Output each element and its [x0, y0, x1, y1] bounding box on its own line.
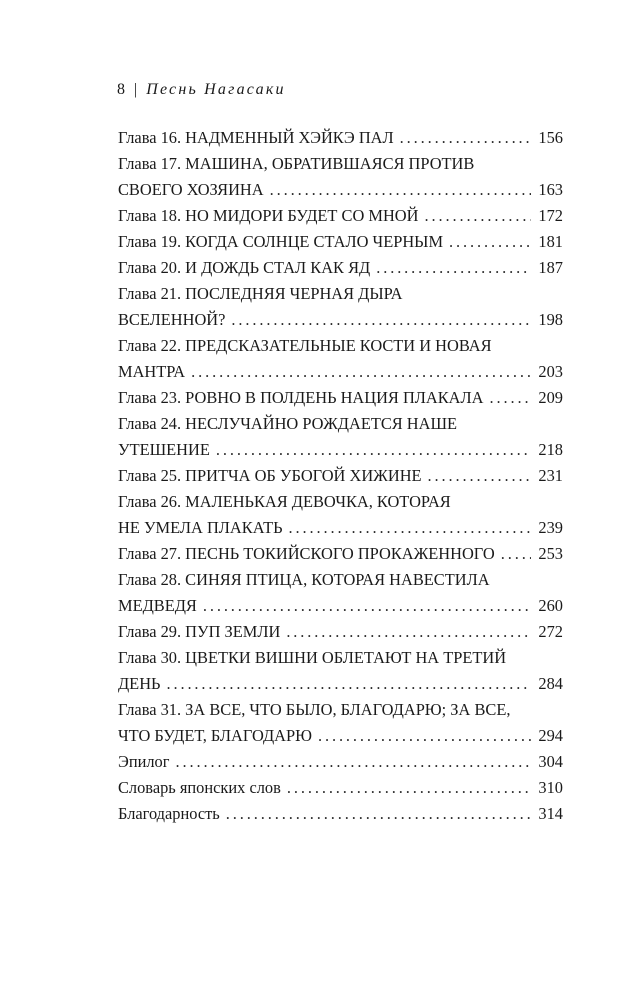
toc-entry[interactable] [118, 255, 563, 281]
toc-entry-line [118, 697, 563, 723]
toc-entry-title: МАНТРА [118, 362, 186, 381]
toc-page-number: 198 [538, 310, 563, 329]
toc-page-number: 284 [538, 674, 563, 693]
toc-entry[interactable] [118, 411, 563, 463]
toc-page-number: 294 [538, 726, 563, 745]
table-of-contents [118, 125, 563, 827]
toc-entry-line [118, 619, 563, 645]
toc-page-number: 304 [538, 752, 563, 771]
toc-page-number: 181 [538, 232, 563, 251]
toc-entry[interactable] [118, 125, 563, 151]
toc-entry-line [118, 541, 563, 567]
toc-entry[interactable] [118, 619, 563, 645]
toc-entry-line [118, 359, 563, 385]
toc-page-number: 260 [538, 596, 563, 615]
toc-entry-line [118, 255, 563, 281]
toc-entry-title: ВСЕЛЕННОЙ? [118, 310, 226, 329]
dot-leader [376, 255, 531, 281]
dot-leader [501, 541, 531, 567]
toc-entry-line [118, 723, 563, 749]
toc-entry[interactable] [118, 281, 563, 333]
toc-entry[interactable] [118, 489, 563, 541]
toc-entry-title: Глава 22. ПРЕДСКАЗАТЕЛЬНЫЕ КОСТИ И НОВАЯ [118, 336, 492, 355]
toc-entry-line [118, 593, 563, 619]
toc-page-number: 310 [538, 778, 563, 797]
toc-entry-line [118, 671, 563, 697]
toc-entry-title: Глава 25. ПРИТЧА ОБ УБОГОЙ ХИЖИНЕ [118, 466, 422, 485]
dot-leader [424, 203, 531, 229]
dot-leader [216, 437, 531, 463]
toc-entry[interactable] [118, 229, 563, 255]
toc-entry[interactable] [118, 697, 563, 749]
dot-leader [287, 775, 531, 801]
dot-leader [400, 125, 531, 151]
toc-page-number: 314 [538, 804, 563, 823]
toc-page-number: 156 [538, 128, 563, 147]
dot-leader [449, 229, 531, 255]
toc-entry-title: Глава 20. И ДОЖДЬ СТАЛ КАК ЯД [118, 258, 371, 277]
toc-entry-line [118, 411, 563, 437]
dot-leader [286, 619, 531, 645]
toc-entry-title: Благодарность [118, 804, 220, 823]
toc-entry-line [118, 489, 563, 515]
toc-entry-title: Эпилог [118, 752, 170, 771]
toc-entry-line [118, 125, 563, 151]
toc-page-number: 187 [538, 258, 563, 277]
toc-entry-line [118, 437, 563, 463]
toc-entry-title: Словарь японских слов [118, 778, 281, 797]
toc-entry[interactable] [118, 749, 563, 775]
toc-entry[interactable] [118, 203, 563, 229]
toc-entry[interactable] [118, 541, 563, 567]
toc-page-number: 253 [538, 544, 563, 563]
dot-leader [166, 671, 531, 697]
header-separator: | [134, 81, 138, 98]
dot-leader [318, 723, 531, 749]
toc-entry-line [118, 203, 563, 229]
toc-entry-title: УТЕШЕНИЕ [118, 440, 210, 459]
toc-entry-title: Глава 29. ПУП ЗЕМЛИ [118, 622, 281, 641]
toc-entry[interactable] [118, 645, 563, 697]
toc-page-number: 163 [538, 180, 563, 199]
toc-entry-title: Глава 24. НЕСЛУЧАЙНО РОЖДАЕТСЯ НАШЕ [118, 414, 458, 433]
toc-entry[interactable] [118, 385, 563, 411]
toc-entry[interactable] [118, 801, 563, 827]
dot-leader [191, 359, 531, 385]
toc-entry-line [118, 385, 563, 411]
dot-leader [203, 593, 531, 619]
toc-entry[interactable] [118, 775, 563, 801]
toc-page-number: 172 [538, 206, 563, 225]
toc-entry-line [118, 749, 563, 775]
toc-entry[interactable] [118, 333, 563, 385]
toc-page-number: 209 [538, 388, 563, 407]
running-header [117, 80, 286, 100]
toc-entry-line [118, 801, 563, 827]
toc-page-number: 231 [538, 466, 563, 485]
book-title: Песнь Нагасаки [146, 81, 286, 98]
toc-entry-title: Глава 23. РОВНО В ПОЛДЕНЬ НАЦИЯ ПЛАКАЛА [118, 388, 484, 407]
dot-leader [231, 307, 531, 333]
toc-entry-line [118, 177, 563, 203]
toc-page-number: 218 [538, 440, 563, 459]
toc-page-number: 272 [538, 622, 563, 641]
toc-page-number: 203 [538, 362, 563, 381]
toc-entry-title: Глава 28. СИНЯЯ ПТИЦА, КОТОРАЯ НАВЕСТИЛА [118, 570, 490, 589]
toc-entry-title: Глава 27. ПЕСНЬ ТОКИЙСКОГО ПРОКАЖЕННОГО [118, 544, 495, 563]
toc-entry-title: Глава 21. ПОСЛЕДНЯЯ ЧЕРНАЯ ДЫРА [118, 284, 403, 303]
toc-entry-line [118, 333, 563, 359]
toc-entry-title: Глава 17. МАШИНА, ОБРАТИВШАЯСЯ ПРОТИВ [118, 154, 475, 173]
dot-leader [489, 385, 531, 411]
toc-entry-line [118, 307, 563, 333]
dot-leader [289, 515, 531, 541]
toc-entry-title: НЕ УМЕЛА ПЛАКАТЬ [118, 518, 283, 537]
toc-entry-title: Глава 16. НАДМЕННЫЙ ХЭЙКЭ ПАЛ [118, 128, 394, 147]
dot-leader [226, 801, 531, 827]
toc-entry-line [118, 463, 563, 489]
toc-entry-line [118, 151, 563, 177]
toc-entry-line [118, 281, 563, 307]
toc-entry-line [118, 515, 563, 541]
toc-entry-title: Глава 30. ЦВЕТКИ ВИШНИ ОБЛЕТАЮТ НА ТРЕТИЙ [118, 648, 507, 667]
toc-entry-title: МЕДВЕДЯ [118, 596, 197, 615]
toc-entry[interactable] [118, 463, 563, 489]
toc-entry-title: Глава 26. МАЛЕНЬКАЯ ДЕВОЧКА, КОТОРАЯ [118, 492, 451, 511]
toc-page-number: 239 [538, 518, 563, 537]
dot-leader [175, 749, 531, 775]
toc-entry[interactable] [118, 151, 563, 203]
toc-entry-title: Глава 19. КОГДА СОЛНЦЕ СТАЛО ЧЕРНЫМ [118, 232, 444, 251]
toc-entry-line [118, 775, 563, 801]
toc-entry[interactable] [118, 567, 563, 619]
toc-entry-line [118, 567, 563, 593]
dot-leader [428, 463, 531, 489]
toc-entry-title: СВОЕГО ХОЗЯИНА [118, 180, 264, 199]
toc-entry-title: Глава 31. ЗА ВСЕ, ЧТО БЫЛО, БЛАГОДАРЮ; ЗА ВСЕ, [118, 700, 511, 719]
toc-entry-line [118, 645, 563, 671]
toc-entry-line [118, 229, 563, 255]
dot-leader [270, 177, 531, 203]
page-number: 8 [117, 81, 125, 98]
toc-entry-title: ДЕНЬ [118, 674, 161, 693]
toc-entry-title: Глава 18. НО МИДОРИ БУДЕТ СО МНОЙ [118, 206, 419, 225]
toc-entry-title: ЧТО БУДЕТ, БЛАГОДАРЮ [118, 726, 312, 745]
